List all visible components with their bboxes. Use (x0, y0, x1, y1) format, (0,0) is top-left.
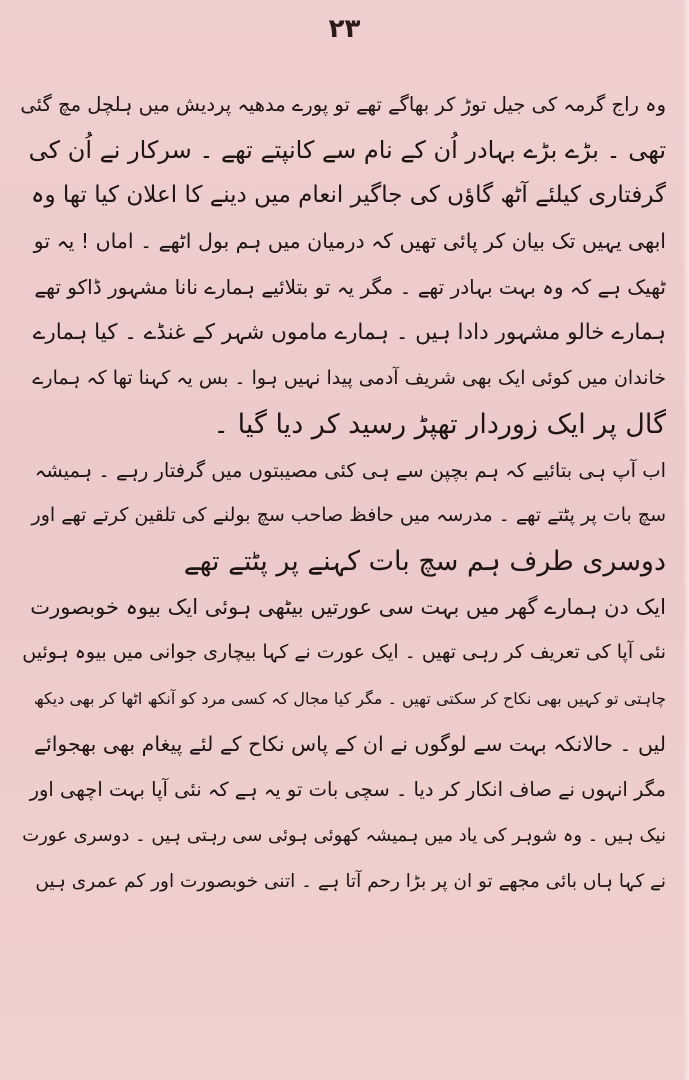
text-line-10: سچ بات پر پٹتے تھے ۔ مدرسہ میں حافظ صاحب سچ بولنے کی تلقین کرتے تھے اور (31, 504, 666, 527)
text-line-14: چاہتی تو کہیں بھی نکاح کر سکتی تھیں ۔ مگر کیا مجال کہ کسی مرد کو آنکھ اٹھا کر بھی دیکھ (33, 688, 666, 708)
text-line-1: وہ راج گرمہ کی جیل توڑ کر بھاگے تھے تو پورے مدھیہ پردیش میں ہلچل مچ گئی (20, 93, 666, 116)
text-line-12: ایک دن ہمارے گھر میں بہت سی عورتیں بیٹھی ہوئی ایک بیوہ خوبصورت (30, 594, 666, 619)
text-line-5: ٹھیک ہے کہ وہ بہت بہادر تھے ۔ مگر یہ تو بتلائیے ہمارے نانا مشہور ڈاکو تھے (34, 274, 666, 299)
text-line-18: نے کہا ہاں بائی مجھے تو ان پر بڑا رحم آتا ہے ۔ اتنی خوبصورت اور کم عمری ہیں (35, 870, 666, 892)
page-number: ۲۳ (328, 14, 361, 44)
text-line-9: اب آپ ہی بتائیے کہ ہم بچپن سے ہی کئی مصیبتوں میں گرفتار رہے ۔ ہمیشہ (34, 458, 666, 482)
text-line-11: دوسری طرف ہم سچ بات کہنے پر پٹتے تھے (183, 545, 666, 577)
text-line-7: خاندان میں کوئی ایک بھی شریف آدمی پیدا نہیں ہوا ۔ بس یہ کہنا تھا کہ ہمارے (32, 367, 666, 390)
text-line-2: تھی ۔ بڑے بڑے بہادر اُن کے نام سے کانپتے تھے ۔ سرکار نے اُن کی (28, 135, 666, 164)
text-line-17: نیک ہیں ۔ وہ شوہر کی یاد میں ہمیشہ کھوئی ہوئی سی رہتی ہیں ۔ دوسری عورت (22, 825, 666, 846)
text-line-15: لیں ۔ حالانکہ بہت سے لوگوں نے ان کے پاس نکاح کے لئے پیغام بھی بھجوائے (33, 731, 666, 756)
text-line-8: گال پر ایک زوردار تھپڑ رسید کر دیا گیا ۔ (213, 408, 666, 440)
text-line-13: نئی آپا کی تعریف کر رہی تھیں ۔ ایک عورت نے کہا بیچاری جوانی میں بیوہ ہوئیں (22, 641, 666, 664)
body-text (20, 82, 666, 904)
text-line-16: مگر انہوں نے صاف انکار کر دیا ۔ سچی بات تو یہ ہے کہ نئی آپا بہت اچھی اور (29, 778, 666, 802)
page-edge (683, 0, 689, 1080)
text-line-6: ہمارے خالو مشہور دادا ہیں ۔ ہمارے ماموں شہر کے غنڈے ۔ کیا ہمارے (32, 320, 666, 346)
text-line-3: گرفتاری کیلئے آٹھ گاؤں کی جاگیر انعام میں دینے کا اعلان کیا تھا وہ (30, 182, 666, 209)
text-line-4: ابھی یہیں تک بیان کر پائی تھیں کہ درمیان میں ہم بول اٹھے ۔ اماں ! یہ تو (33, 229, 666, 254)
